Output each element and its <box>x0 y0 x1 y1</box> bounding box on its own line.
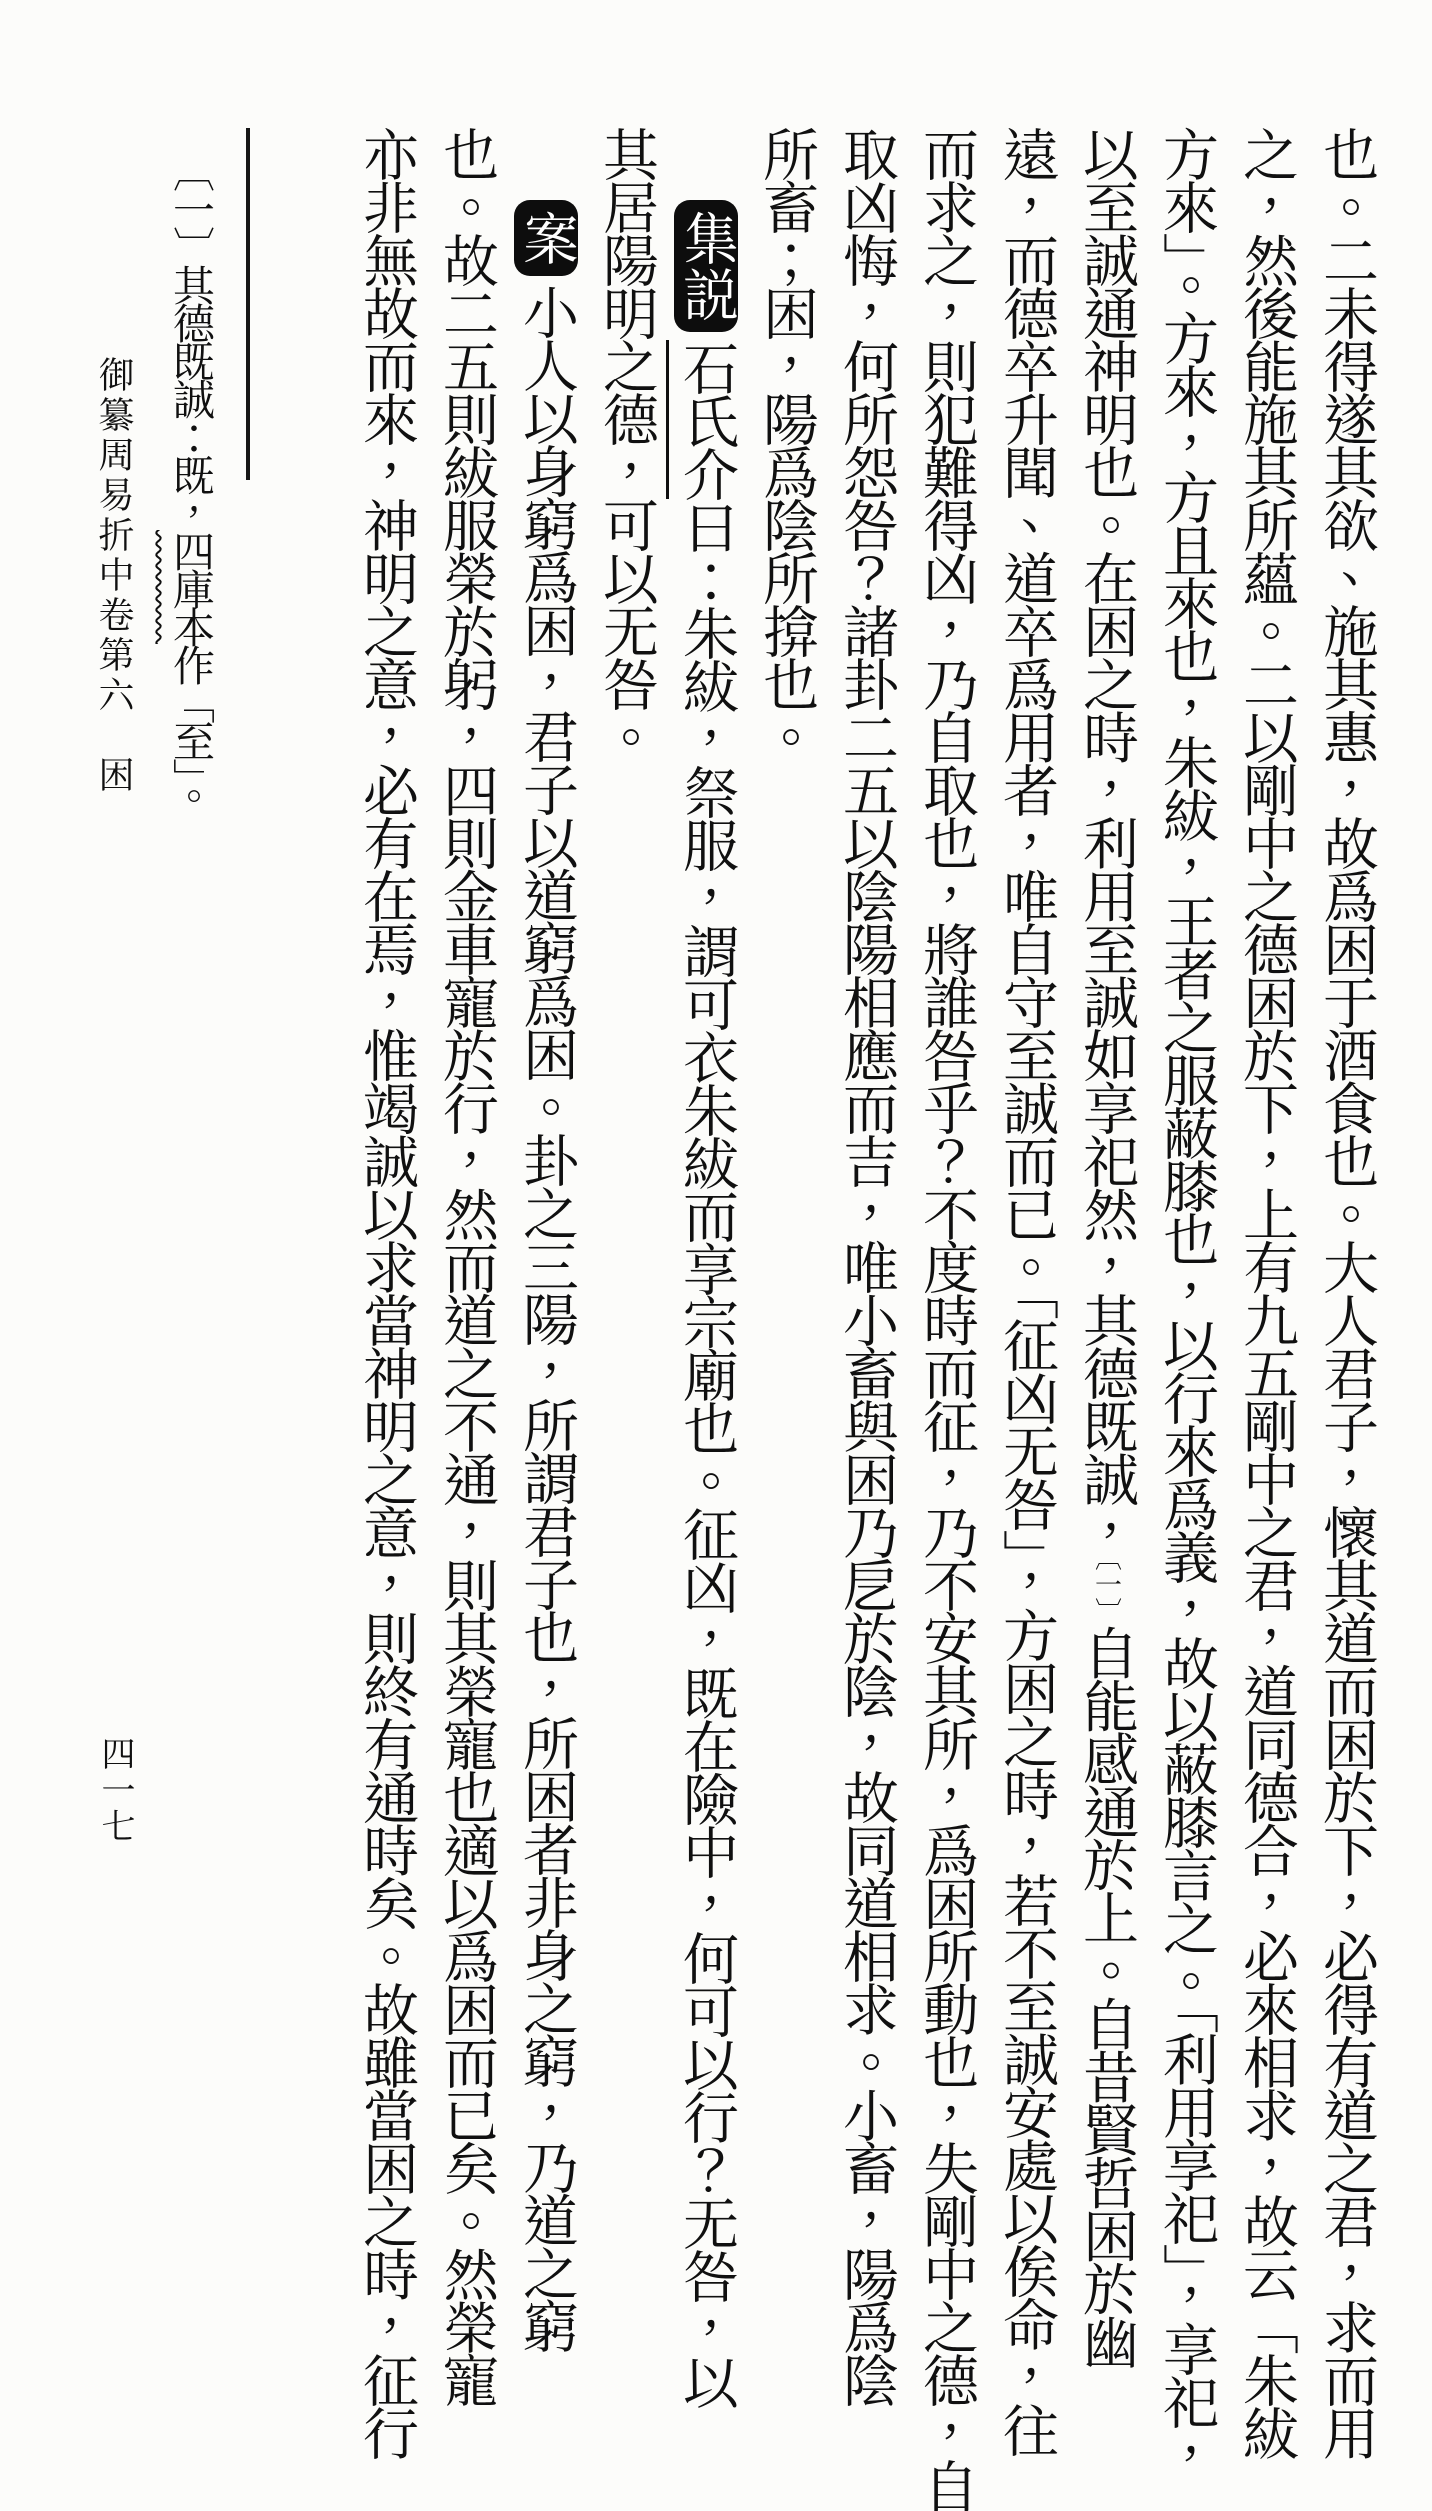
page-number: 四一七 <box>96 1736 133 1844</box>
text-segment: 也。故二五則紱服榮於躬，四則金車寵於行，然而道之不通，則其榮寵也適以爲困而已矣。然榮寵 <box>435 126 497 2405</box>
text-segment: 取凶悔，何所怨咎？諸卦二五以陰陽相應而吉，唯小畜與困乃戹於陰，故同道相求。小畜，陽爲陰 <box>835 126 897 2405</box>
text-segment: 〔一〕其德既誠：既， <box>167 150 213 530</box>
text-column <box>1066 126 1146 2367</box>
text-column <box>1146 126 1226 2480</box>
text-column <box>346 126 426 2458</box>
text-segment: 而求之，則犯難得凶，乃自取也，將誰咎乎？不度時而征，乃不安其所，爲困所動也，失剛中之德，自 <box>915 126 977 2511</box>
text-segment: 作「至」。 <box>167 644 213 813</box>
book-segment: 四庫本 <box>167 530 213 644</box>
footnote-divider-line <box>246 128 250 480</box>
text-column <box>666 126 746 2407</box>
note-segment: 〔一〕 <box>1091 1557 1121 1625</box>
text-segment: 自能感通於上。自昔賢哲困於幽 <box>1075 1624 1137 2367</box>
text-segment: 方來」。方來，方且來也，朱紱，王者之服蔽膝也，以行來爲義，故以蔽膝言之。「利用享祀」，享祀， <box>1155 126 1217 2480</box>
running-title: 御纂周易折中卷第六 困 <box>94 356 134 796</box>
text-column <box>1226 126 1306 2458</box>
name-segment: 石氏介 <box>675 340 737 499</box>
footnote-column <box>164 150 216 1250</box>
text-column <box>426 126 506 2405</box>
text-column <box>826 126 906 2405</box>
text-segment: 曰：朱紱，祭服，謂可衣朱紱而享宗廟也。征凶，既在險中，何可以行？无咎，以 <box>675 499 737 2407</box>
text-segment: 以至誠通神明也。在困之時，利用至誠如享祀然，其德既誠， <box>1075 126 1137 1557</box>
text-segment: 其居陽明之德，可以无咎。 <box>595 126 657 762</box>
text-column <box>906 126 986 2511</box>
header-segment: 集説 <box>674 200 738 332</box>
text-column <box>506 126 586 2351</box>
text-segment: 遠，而德卒升聞、道卒爲用者，唯自守至誠而已。「征凶无咎」，方困之時，若不至誠安處以俟命，往 <box>995 126 1057 2455</box>
text-column <box>746 126 826 2086</box>
text-segment: 小人以身窮爲困，君子以道窮爲困。卦之三陽，所謂君子也，所困者非身之窮，乃道之窮 <box>515 284 577 2351</box>
text-column <box>1306 126 1386 2458</box>
text-column <box>986 126 1066 2455</box>
text-column <box>586 126 666 2086</box>
header-segment: 案 <box>514 200 578 276</box>
text-segment: 也。二未得遂其欲、施其惠，故爲困于酒食也。大人君子，懷其道而困於下，必得有道之君，求而用 <box>1315 126 1377 2458</box>
main-text-block <box>344 126 1386 2511</box>
text-segment: 亦非無故而來，神明之意，必有在焉，惟竭誠以求當神明之意，則終有通時矣。故雖當困之時，征行 <box>355 126 417 2458</box>
text-segment: 所畜；困，陽爲陰所揜也。 <box>755 126 817 762</box>
text-segment: 之，然後能施其所蘊。二以剛中之德困於下，上有九五剛中之君，道同德合，必來相求，故云「朱紱 <box>1235 126 1297 2458</box>
